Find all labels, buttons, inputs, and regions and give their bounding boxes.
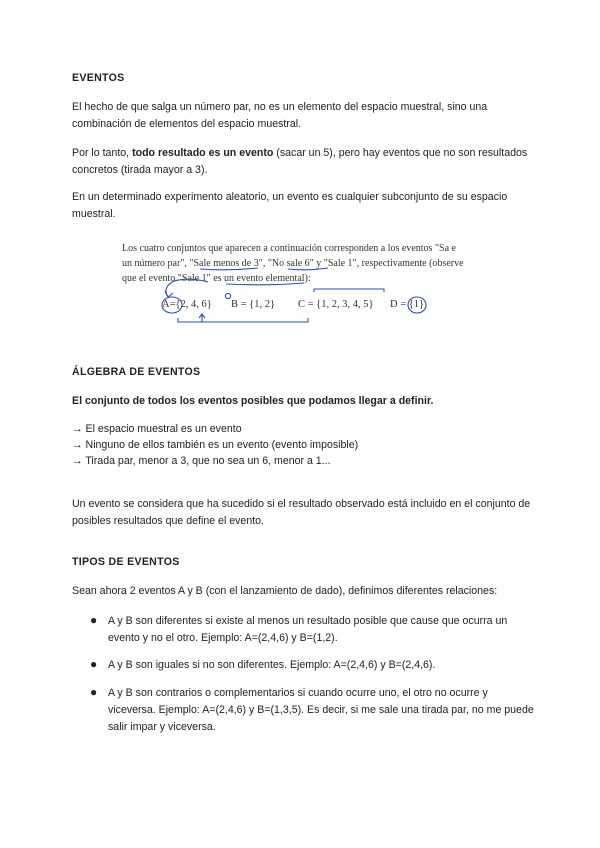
circle-a	[162, 297, 182, 313]
set-c: C = {1, 2, 3, 4, 5}	[298, 299, 374, 310]
set-d: D = {1}	[390, 299, 425, 310]
algebra-item-1: → El espacio muestral es un evento	[72, 423, 242, 435]
tipos-bullet-1: A y B son diferentes si existe al menos un resultado posible que cause que ocurra un evento y no el otro. Ejemplo: A=(2,4,6) y B=(1,2).	[108, 615, 508, 644]
textbook-excerpt-figure	[118, 237, 490, 337]
paragraph-2-prefix: Por lo tanto,	[72, 147, 133, 159]
figure-line-1: Los cuatro conjuntos que aparecen a continuación corresponden a los eventos "Sa e	[122, 243, 456, 254]
algebra-item-3: → Tirada par, menor a 3, que no sea un 6, menor a 1...	[72, 455, 331, 467]
arrow-curve	[166, 279, 208, 297]
paragraph-3: En un determinado experimento aleatorio, un evento es cualquier subconjunto de su espacio muestral.	[72, 191, 508, 220]
algebra-paragraph: Un evento se considera que ha sucedido si el resultado observado está incluido en el conjunto de posibles resultados que define el evento.	[72, 498, 531, 527]
figure-line-3: que el evento "Sale 1" es un evento elemental):	[122, 273, 311, 284]
tipos-bullet-3: A y B son contrarios o complementarios si cuando ocurre uno, el otro no ocurre y viceversa. Ejemplo: A=(2,4,6) y B=(1,3,5). Es decir, si me sale una tirada par, no me puede salir impar y viceversa.	[108, 687, 534, 733]
tipos-bullet-2: A y B son iguales si no son diferentes. Ejemplo: A=(2,4,6) y B=(2,4,6).	[108, 659, 436, 671]
bullet-dot-3: ●	[90, 685, 98, 699]
set-a: A={2, 4, 6}	[162, 299, 212, 310]
paragraph-2-bold: todo resultado es un evento	[132, 147, 274, 159]
underline-evento-elemental	[226, 283, 304, 285]
small-circle	[225, 293, 230, 298]
paragraph-2	[72, 145, 532, 179]
algebra-lead: El conjunto de todos los eventos posibles que podamos llegar a definir.	[72, 395, 434, 407]
underline-sale-menos	[200, 268, 258, 270]
paragraph-1: El hecho de que salga un número par, no es un elemento del espacio muestral, sino una combinación de elementos del espacio muestral.	[72, 101, 488, 130]
algebra-item-2: → Ninguno de ellos también es un evento (evento imposible)	[72, 439, 359, 451]
handwritten-annotations	[118, 237, 490, 337]
tipos-intro: Sean ahora 2 eventos A y B (con el lanzamiento de dado), definimos diferentes relaciones:	[72, 585, 498, 597]
section-title-tipos: TIPOS DE EVENTOS	[72, 556, 180, 568]
underline-no-sale	[288, 268, 328, 270]
figure-line-2: un número par", "Sale menos de 3", "No sale 6" y "Sale 1", respectivamente (observe	[122, 258, 464, 269]
paragraph-2-suffix: (sacar un 5), pero hay eventos que no son resultados concretos (tirada mayor a 3).	[72, 147, 528, 176]
section-title-algebra: ÁLGEBRA DE EVENTOS	[72, 366, 201, 378]
bullet-dot-2: ●	[90, 657, 98, 671]
bracket-arrow	[199, 314, 205, 322]
circle-d	[408, 297, 426, 313]
section-title-eventos: EVENTOS	[72, 72, 125, 84]
bracket-under	[178, 318, 308, 322]
bullet-dot-1: ●	[90, 613, 98, 627]
set-b: B = {1, 2}	[231, 299, 276, 310]
bracket-over-c	[314, 289, 384, 292]
